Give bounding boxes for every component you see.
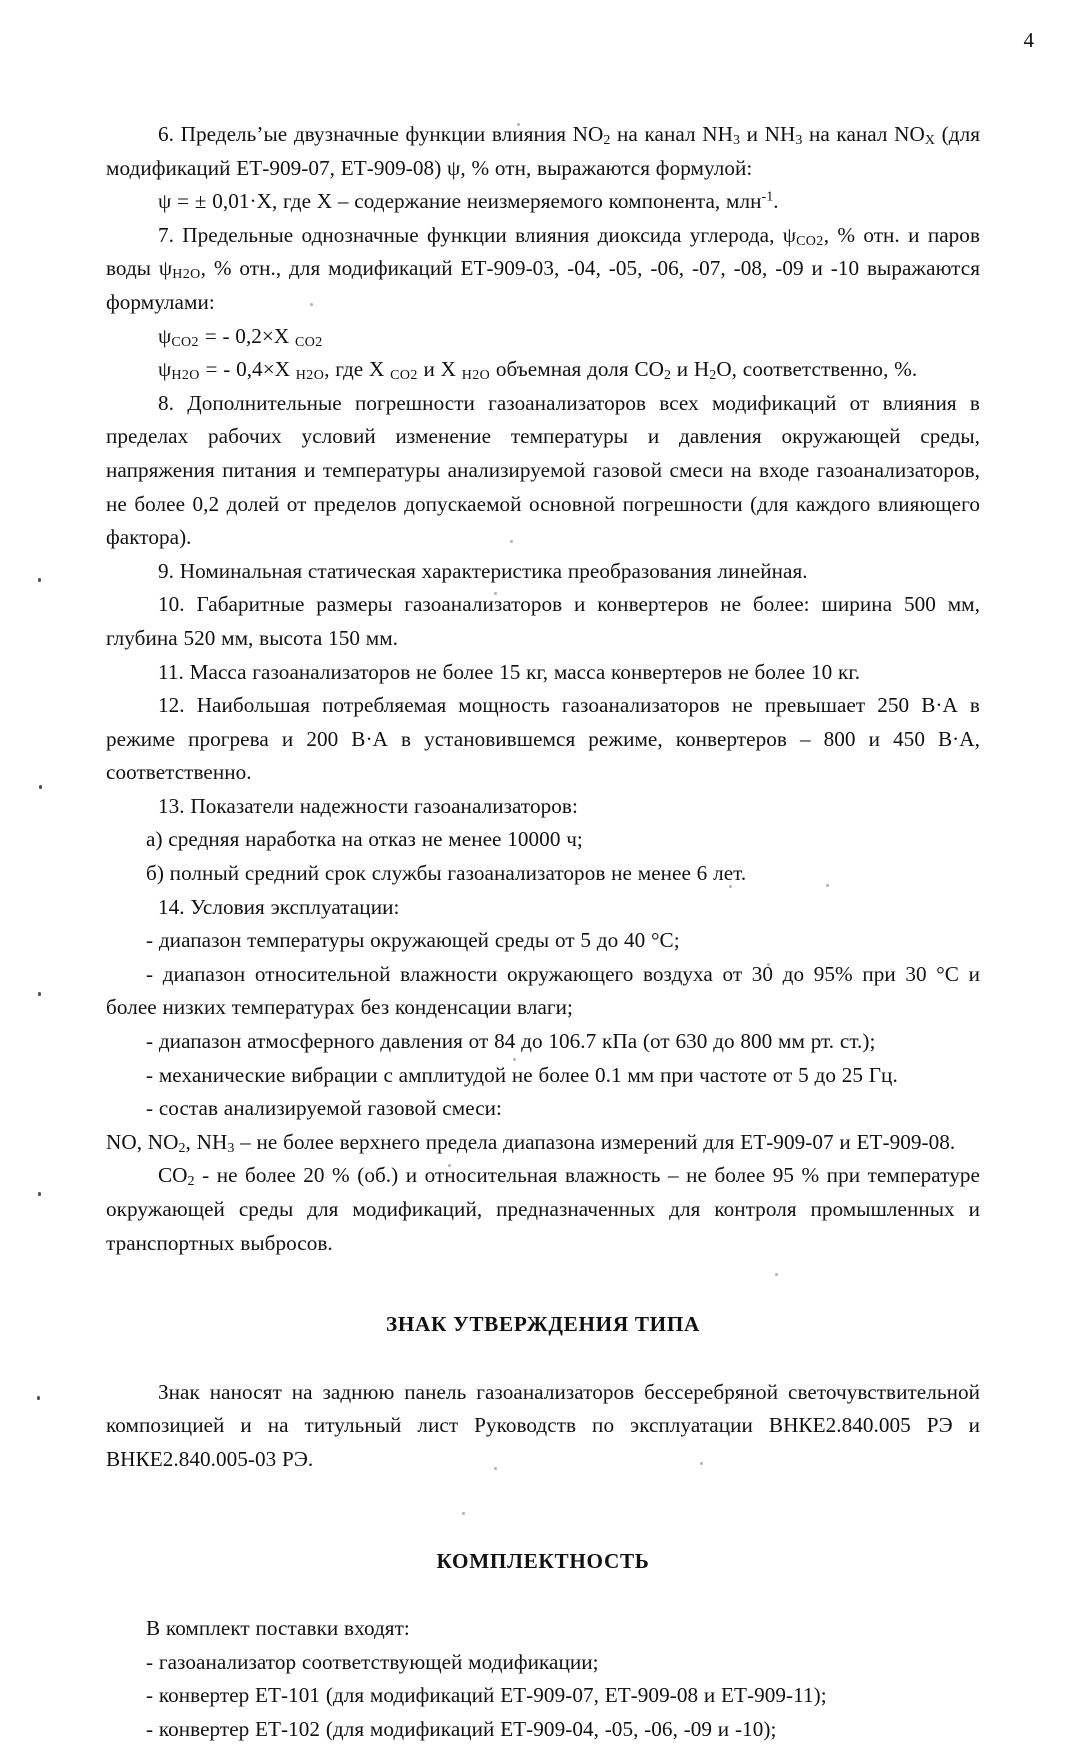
heading-spacer [106, 1342, 980, 1376]
formula-psi-h2o: $\psi_{H2O}$ = - 0,4×X $_{H2O}$, где X $_{CO2}$ и X $_{H2O}$ объемная доля $CO_2$ и $H_2O$, соответственно, %. [158, 357, 918, 384]
paragraph-14c: - диапазон атмосферного давления от 84 до 106.7 кПа (от 630 до 800 мм рт. ст.); [146, 1029, 876, 1054]
paragraph-14g: $CO_2$ - не более 20 % (об.) и относительная влажность – не более 95 % при температуре окружающей среды для модификаций, предназначенных для контроля промышленных и транспортных выбросов. [106, 1163, 980, 1255]
heading-spacer [106, 1578, 980, 1612]
section-spacer [106, 1260, 980, 1308]
section-spacer [106, 1477, 980, 1525]
list-item-kit-0: - газоанализатор соответствующей модификации; [146, 1649, 599, 1674]
list-item-kit-2: - конвертер ЕТ-102 (для модификаций ЕТ-909-04, -05, -06, -09 и -10); [146, 1716, 777, 1741]
section-spacer [106, 1525, 980, 1545]
paragraph-13: 13. Показатели надежности газоанализаторов: [158, 793, 578, 818]
paragraph-12: 12. Наибольшая потребляемая мощность газоанализаторов не превышает 250 В·А в режиме прогрева и 200 В·А в установившемся режиме, конвертеров – 800 и 450 В·А, соответственно. [106, 693, 980, 785]
paragraph-6: 6. Предельʼые двузначные функции влияния $NO_2$ на канал $NH_3$ и $NH_3$ на канал $NO_X$ (для модификаций ЕТ-909-07, ЕТ-909-08) ψ, % отн, выражаются формулой: [106, 122, 980, 180]
paragraph-7: 7. Предельные однозначные функции влияния диоксида углерода, $\psi_{CO2}$, % отн. и паров воды $\psi_{H2O}$, % отн., для модификаций ЕТ-909-03, -04, -05, -06, -07, -08, -09 и -10 выражаются формулами: [106, 222, 980, 314]
page-number: 4 [1023, 28, 1034, 52]
heading-type-mark: ЗНАК УТВЕРЖДЕНИЯ ТИПА [385, 1312, 701, 1337]
document-body [106, 118, 980, 1747]
paragraph-14b: - диапазон относительной влажности окружающего воздуха от 30 до 95% при 30 °С и более низких температурах без конденсации влаги; [106, 961, 980, 1020]
scan-speck [37, 1396, 40, 1400]
scan-speck [39, 785, 42, 789]
paragraph-13a: а) средняя наработка на отказ не менее 10000 ч; [146, 827, 583, 852]
paragraph-14a: - диапазон температуры окружающей среды от 5 до 40 °С; [146, 928, 680, 953]
paragraph-completeness-intro: В комплект поставки входят: [146, 1616, 410, 1641]
paragraph-8: 8. Дополнительные погрешности газоанализаторов всех модификаций от влияния в пределах рабочих условий изменение температуры и давления окружающей среды, напряжения питания и температуры анализируемой газовой смеси на входе газоанализаторов, не более 0,2 долей от пределов допускаемой основной погрешности (для каждого влияющего фактора). [106, 390, 980, 550]
paragraph-14f: NO, $NO_2$, $NH_3$ – не более верхнего предела диапазона измерений для ЕТ-909-07 и ЕТ-909-08. [106, 1129, 956, 1156]
paragraph-10: 10. Габаритные размеры газоанализаторов и конвертеров не более: ширина 500 мм, глубина 520 мм, высота 150 мм. [106, 592, 980, 650]
paragraph-11: 11. Масса газоанализаторов не более 15 кг, масса конвертеров не более 10 кг. [158, 659, 861, 684]
scan-speck [38, 992, 41, 996]
paragraph-13b: б) полный средний срок службы газоанализаторов не менее 6 лет. [146, 861, 747, 886]
heading-completeness: КОМПЛЕКТНОСТЬ [436, 1548, 650, 1573]
paragraph-9: 9. Номинальная статическая характеристика преобразования линейная. [158, 558, 808, 583]
formula-psi-x: ψ = ± 0,01·Х, где Х – содержание неизмеряемого компонента, млн$^{-1}$. [158, 189, 779, 214]
list-item-kit-1: - конвертер ЕТ-101 (для модификаций ЕТ-909-07, ЕТ-909-08 и ЕТ-909-11); [146, 1683, 827, 1708]
formula-psi-co2: $\psi_{CO2}$ = - 0,2×X $_{CO2}$ [158, 323, 323, 350]
paragraph-14e: - состав анализируемой газовой смеси: [146, 1096, 502, 1121]
paragraph-type-mark: Знак наносят на заднюю панель газоанализаторов бессеребряной светочувствительной композицией и на титульный лист Руководств по эксплуатации ВНКЕ2.840.005 РЭ и ВНКЕ2.840.005-03 РЭ. [106, 1379, 980, 1471]
paragraph-14: 14. Условия эксплуатации: [158, 894, 400, 919]
scan-speck [38, 1192, 41, 1196]
paragraph-14d: - механические вибрации с амплитудой не более 0.1 мм при частоте от 5 до 25 Гц. [146, 1062, 898, 1087]
scan-speck [38, 578, 41, 582]
